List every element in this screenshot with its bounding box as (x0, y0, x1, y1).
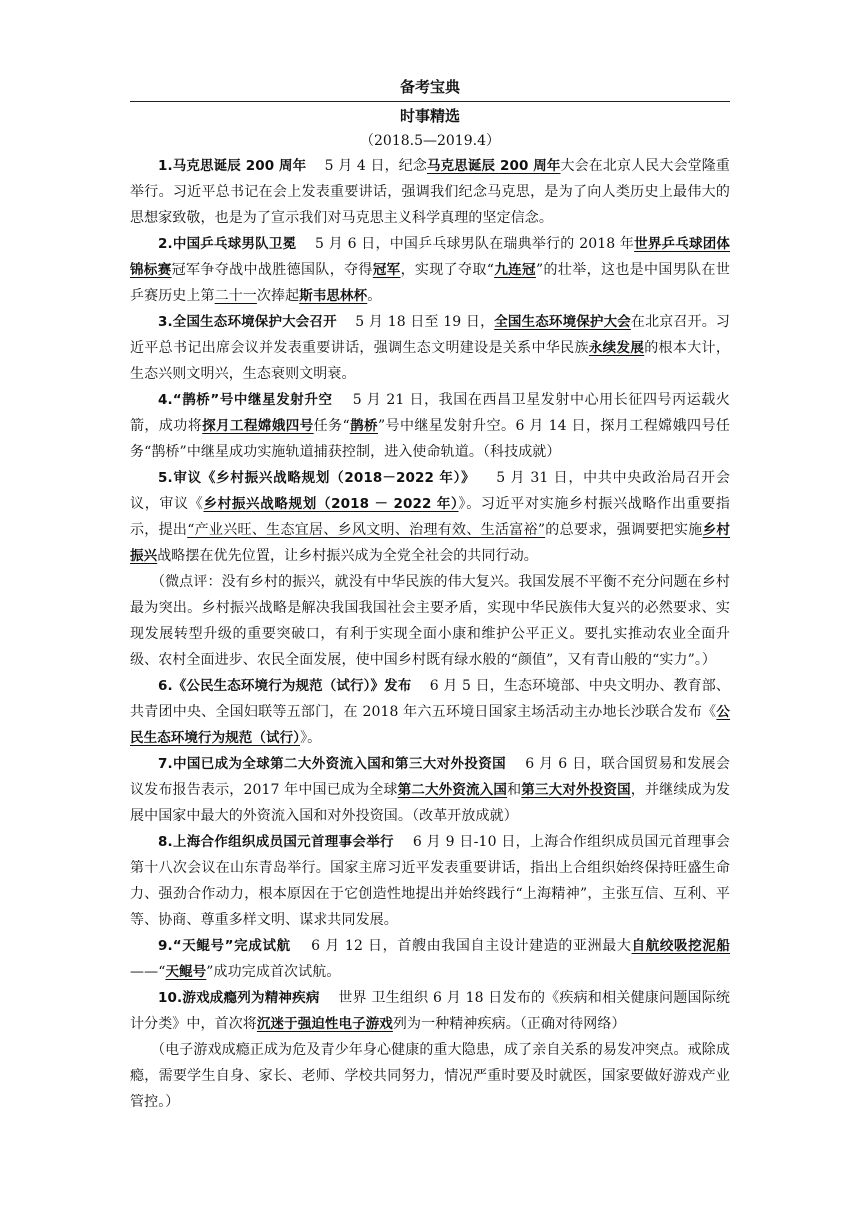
item-title: 游戏成瘾列为精神疾病 (182, 990, 320, 1006)
item-title: 马克思诞辰 200 周年 (172, 158, 307, 174)
key-term: 探月工程嫦娥四号 (202, 418, 314, 434)
key-term: 天鲲号 (165, 964, 207, 980)
item-text: 在北京召开。习近平总书记出席会议并发表重要讲话，强调生态文明建设是关系中华民族 (130, 314, 731, 356)
item-number: 2. (158, 236, 173, 252)
item-text: 5 月 21 日，我国在西昌卫星发射中心用长征四号丙运载火箭，成功将 (130, 392, 730, 434)
item-title: 全国生态环境保护大会召开 (172, 314, 337, 330)
news-item-9 (130, 933, 730, 985)
key-term: 沉迷于强迫性电子游戏 (256, 1016, 393, 1032)
item-number: 9. (158, 938, 173, 954)
item-title: “鹊桥”号中继星发射升空 (172, 392, 333, 408)
item-text: 6 月 6 日，联合国贸易和发展会议发布报告表示，2017 年中国已成为全球 (130, 756, 730, 798)
item-text: 和 (507, 782, 522, 798)
news-item-10 (130, 985, 730, 1037)
key-term: 冠军 (372, 262, 401, 278)
item-number: 4. (158, 392, 173, 408)
item-text: 。 (367, 288, 382, 304)
item-title: 中国已成为全球第二大外资流入国和第三大对外投资国 (172, 756, 506, 772)
header-divider (130, 101, 730, 102)
key-term: 乡村振兴战略规划（2018 － 2022 年） (203, 496, 459, 512)
key-term: 鹊桥 (349, 418, 378, 434)
news-item-3 (130, 309, 730, 387)
item-title: 审议《乡村振兴战略规划（2018－2022 年）》 (172, 470, 476, 486)
news-list (130, 153, 730, 1115)
key-term: 斯韦思林杯 (299, 288, 368, 304)
item-title: 上海合作组织成员国元首理事会举行 (172, 834, 394, 850)
key-term: 自航绞吸挖泥船 (631, 938, 731, 954)
item-number: 8. (158, 834, 173, 850)
item-number: 6. (158, 678, 173, 694)
item-number: 10. (158, 990, 183, 1006)
item-text: 战略摆在优先位置，让乡村振兴成为全党全社会的共同行动。 (157, 548, 538, 564)
item-text: 次捧起 (256, 288, 300, 304)
item-number: 7. (158, 756, 173, 772)
item-number: 5. (158, 470, 173, 486)
news-item-8 (130, 829, 730, 933)
item-text: 5 月 6 日，中国乒乓球男队在瑞典举行的 2018 年 (315, 236, 635, 252)
item-text: 冠军争夺战中战胜德国队，夺得 (171, 262, 373, 278)
item-text: 世界 卫生组织 6 月 18 日发布的《疾病和相关健康问题国际统计分类》中，首次将 (130, 990, 731, 1032)
date-range: （2018.5—2019.4） (360, 133, 500, 149)
item-text: 列为一种精神疾病。（正确对待网络） (392, 1016, 626, 1032)
item-title: 《公民生态环境行为规范（试行）》发布 (172, 678, 412, 694)
item-number: 1. (158, 158, 173, 174)
item-text: ——“ (130, 964, 166, 980)
key-term: 第三大对外投资国 (521, 782, 631, 798)
item-text: 6 月 5 日，生态环境部、中央文明办、教育部、共青团中央、全国妇联等五部门，在 2018 年六五环境日国家主场活动主办地长沙联合发布《 (130, 678, 730, 720)
item-text: 大会在北京人民大会堂隆重举行。习近平总书记在会上发表重要讲话，强调我们纪念马克思，是为了向人类历史上最伟大的思想家致敬，也是为了宣示我们对马克思主义科学真理的坚定信念。 (130, 158, 731, 226)
item-text: 6 月 12 日，首艘由我国自主设计建造的亚洲最大 (311, 938, 632, 954)
news-item-5 (130, 465, 730, 569)
key-term: 乡村振兴 (130, 522, 730, 564)
item-title: “天鲲号”完成试航 (172, 938, 291, 954)
key-term: 公民生态环境行为规范（试行） (130, 704, 730, 746)
item-text: 5 月 18 日至 19 日， (355, 314, 495, 330)
commentary-note: （微点评：没有乡村的振兴，就没有中华民族的伟大复兴。我国发展不平衡不充分问题在乡村最为突出。乡村振兴战略是解决我国我国社会主要矛盾，实现中华民族伟大复兴的必然要求、实现发展转型升级的重要突破口，有利于实现全面小康和维护公平正义。要扎实推动农业全面升级、农村全面进步、农民全面发展，使中国乡村既有绿水般的“颜值”，又有青山般的“实力”。） (130, 574, 730, 668)
item-text: 的总要求，强调要把实施 (545, 522, 703, 538)
item-number: 3. (158, 314, 173, 330)
commentary-note: （电子游戏成瘾正成为危及青少年身心健康的重大隐患，成了亲自关系的易发冲突点。戒除成瘾，需要学生自身、家长、老师、学校共同努力，情况严重时要及时就医，国家要做好游戏产业管控。） (130, 1042, 730, 1110)
key-term: “产业兴旺、生态宜居、乡风文明、治理有效、生活富裕” (187, 522, 546, 538)
item-text: 6 月 9 日-10 日，上海合作组织成员国元首理事会第十八次会议在山东青岛举行。国家主席习近平发表重要讲话，指出上合组织始终保持旺盛生命力、强劲合作动力，根本原因在于它创造性地提出并始终践行“上海精神”，主张互信、互利、平等、协商、尊重多样文明、谋求共同发展。 (130, 834, 730, 928)
news-item-7 (130, 751, 730, 829)
item-text: 5 月 31 日，中共中央政治局召开会议，审议《 (130, 470, 730, 512)
item-text: ，实现了夺取“ (400, 262, 495, 278)
item-text: 》。 (300, 730, 322, 746)
news-item-4 (130, 387, 730, 465)
item-text: ，并继续成为发展中国家中最大的外资流入国和对外投资国。（改革开放成就） (130, 782, 730, 824)
key-term: 永续发展 (588, 340, 645, 356)
item-text: ”的壮举，这也是中国男队在世乒赛历史上第 (130, 262, 731, 304)
key-term: 世界乒乓球团体锦标赛 (130, 236, 731, 278)
item-title: 中国乒乓球男队卫冕 (172, 236, 297, 252)
news-item-1 (130, 153, 730, 231)
news-item-6 (130, 673, 730, 751)
item-text: ”成功完成首次试航。 (206, 964, 341, 980)
key-term: 二十一 (214, 288, 257, 304)
item-text: 任务“ (313, 418, 350, 434)
key-term: 全国生态环境保护大会 (494, 314, 631, 330)
item-text: 5 月 4 日，纪念 (324, 158, 427, 174)
section-title: 时事精选 (399, 107, 460, 125)
header-title: 备考宝典 (399, 78, 460, 96)
item-text: ”号中继星发射升空。6 月 14 日，探月工程嫦娥四号任务“鹊桥”中继星成功实施轨道捕获控制，进入使命轨道。（科技成就） (130, 418, 730, 460)
key-term: 第二大外资流入国 (397, 782, 508, 798)
item-text: 的根本大计，生态兴则文明兴，生态衰则文明衰。 (130, 340, 730, 382)
news-item-2 (130, 231, 730, 309)
key-term: 九连冠 (494, 262, 536, 278)
key-term: 马克思诞辰 200 周年 (427, 158, 561, 174)
item-text: 》。习近平对实施乡村振兴战略作出重要指示，提出 (130, 496, 731, 538)
